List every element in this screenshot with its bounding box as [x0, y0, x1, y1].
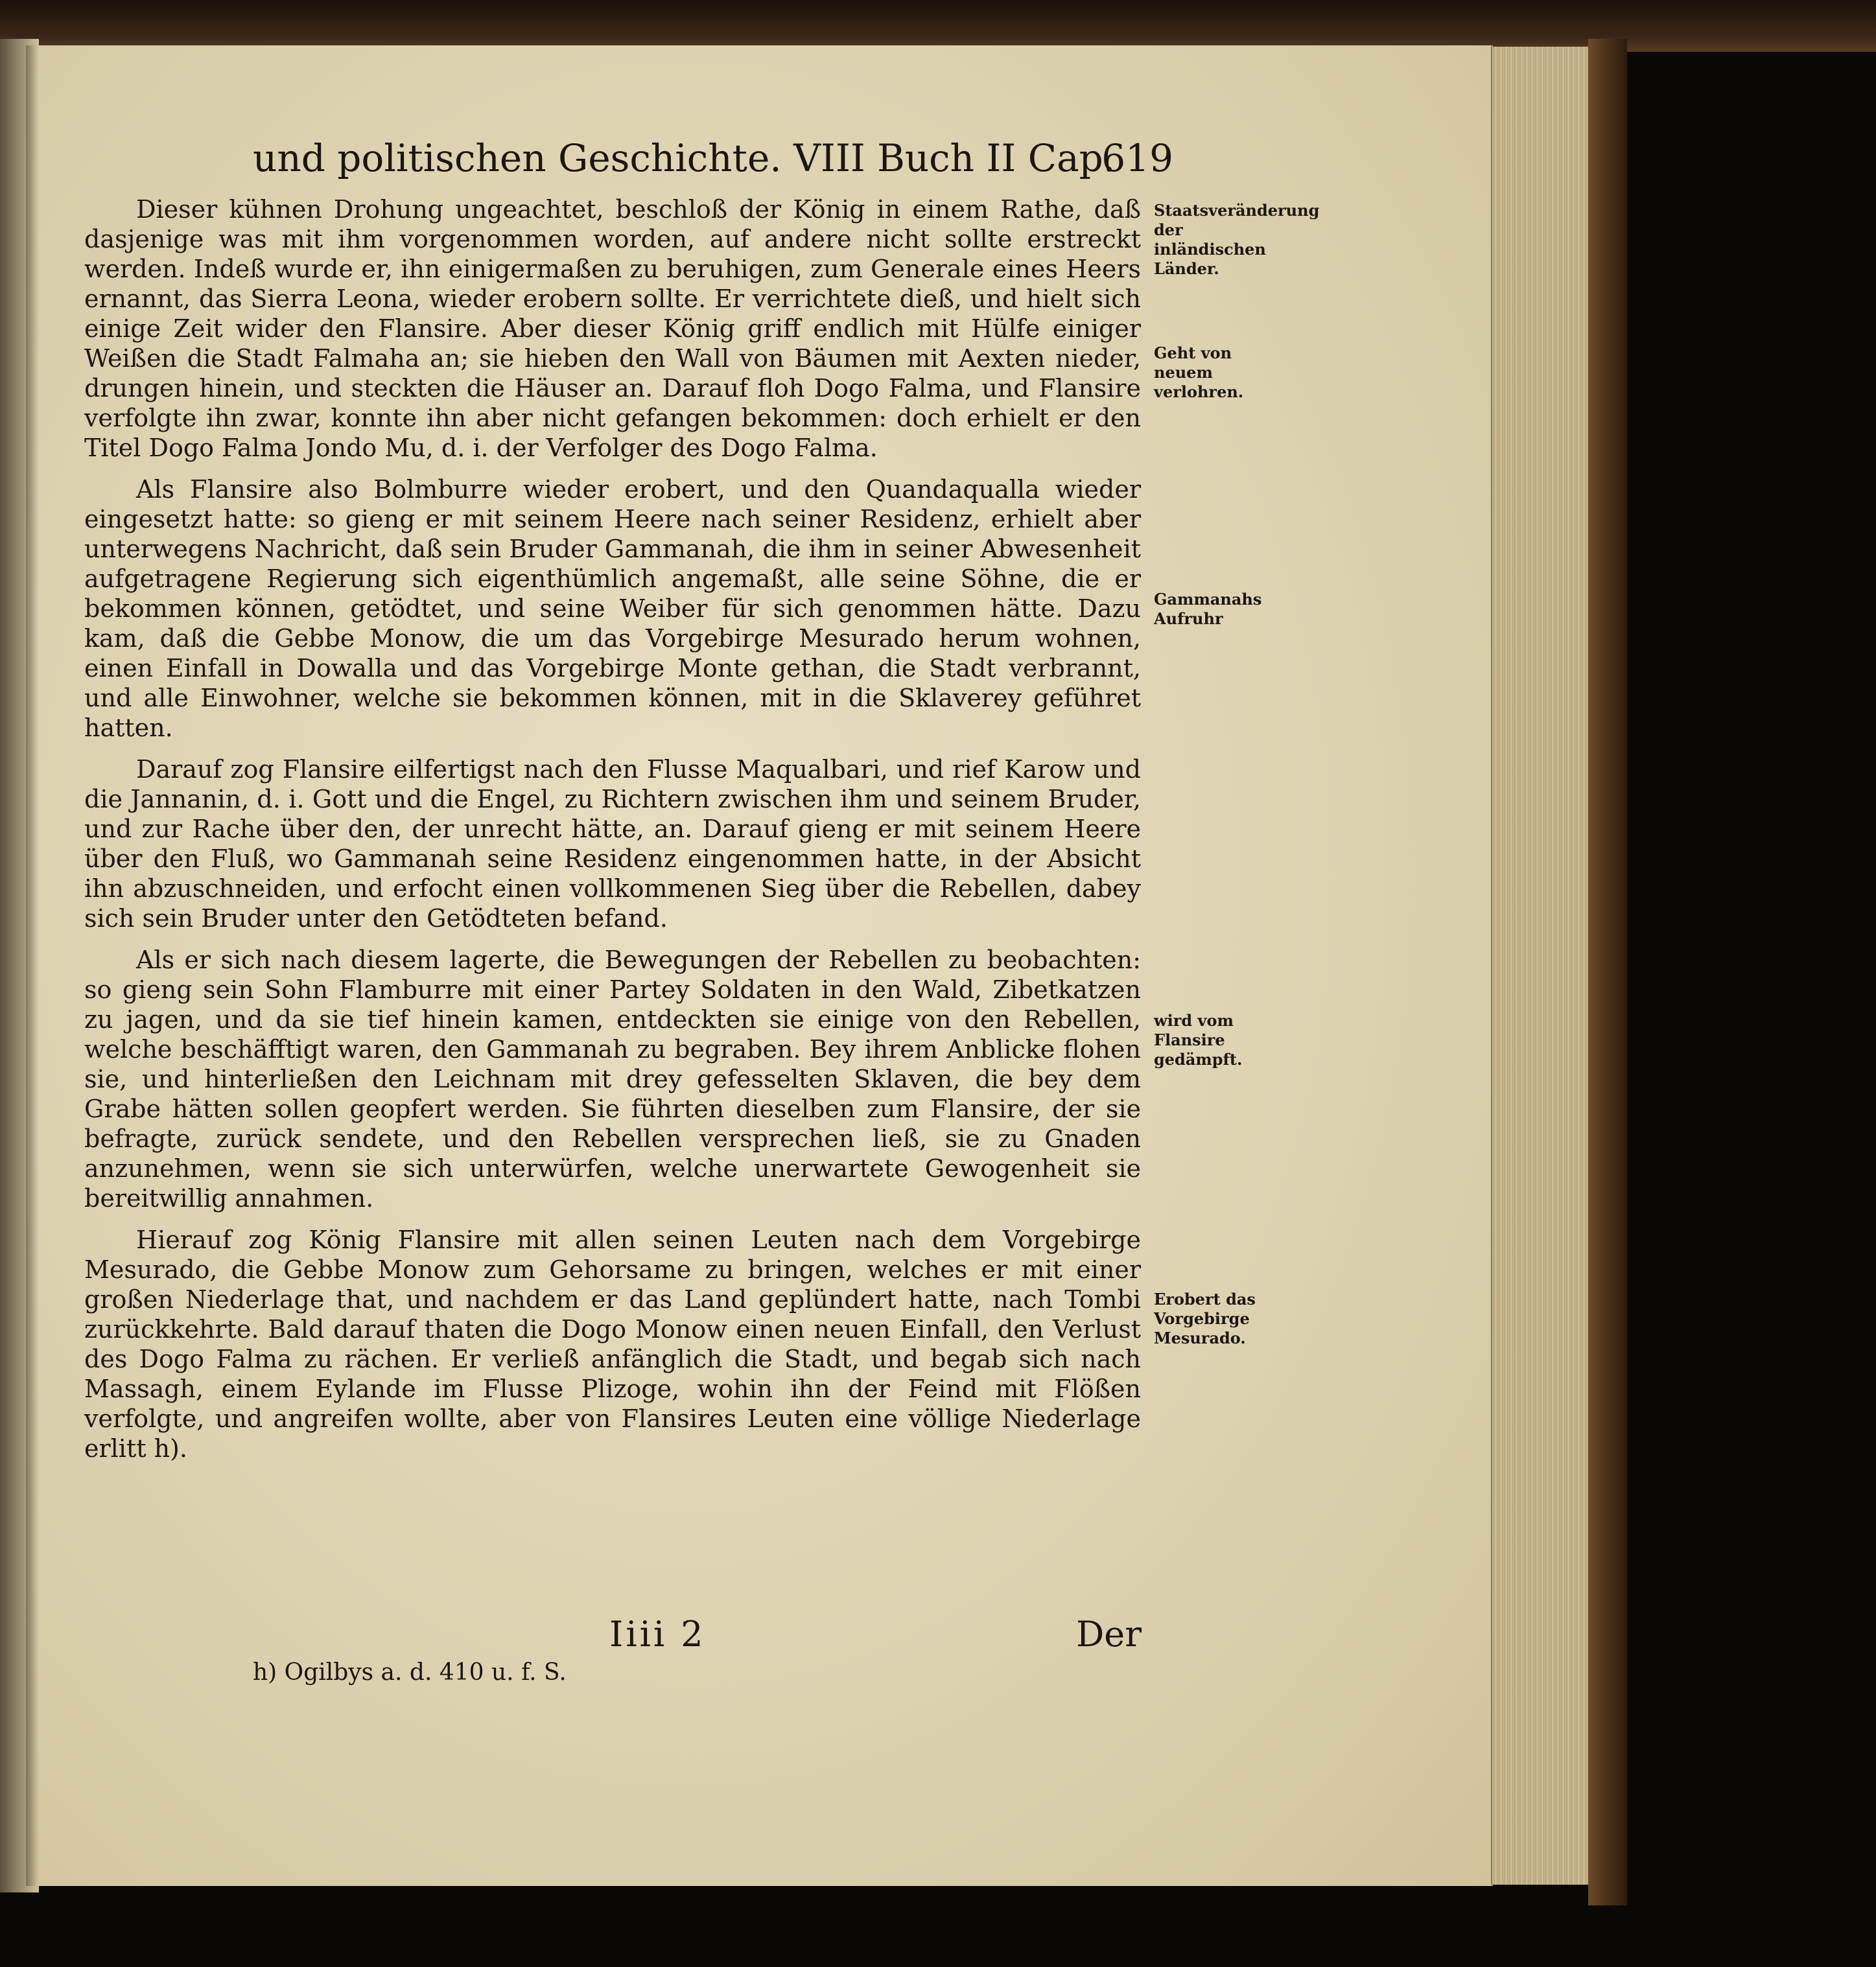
catchword: Der: [1076, 1614, 1142, 1655]
paragraph: Als er sich nach diesem lagerte, die Bewegungen der Rebellen zu beobachten: so gieng sein Sohn Flamburre mit einer Partey Soldaten in den Wald, Zibetkatzen zu jagen, und da sie tief hinein kamen, entdeckten sie einige von den Rebellen, welche beschäfftigt waren, den Gammanah zu begraben. Bey ihrem Anblicke flohen sie, und hinterließen den Leichnam mit drey gefesselten Sklaven, die bey dem Grabe hätten sollen geopfert werden. Sie führten dieselben zum Flansire, der sie befragte, zurück sendete, und den Rebellen versprechen ließ, sie zu Gnaden anzunehmen, wenn sie sich unterwürfen, welche unerwartete Gewogenheit sie bereitwillig annahmen.: [84, 946, 1141, 1213]
page-number: 619: [1101, 136, 1173, 180]
marginal-note: Staatsveränderung der inländischen Länder.: [1154, 201, 1320, 278]
footnote: h) Ogilbys a. d. 410 u. f. S.: [253, 1659, 567, 1686]
page-gutter-shadow: [26, 45, 39, 1886]
marginal-note: Gammanahs Aufruhr: [1154, 590, 1262, 628]
signature-mark: Iiii 2: [609, 1614, 706, 1655]
paragraph: Darauf zog Flansire eilfertigst nach den Flusse Maqualbari, und rief Karow und die Jannanin, d. i. Gott und die Engel, zu Richtern zwischen ihm und seinem Bruder, und zur Rache über den, der unrecht hätte, an. Darauf gieng er mit seinem Heere über den Fluß, wo Gammanah seine Residenz eingenommen hatte, in der Absicht ihn abzuschneiden, und erfocht einen vollkommenen Sieg über die Rebellen, dabey sich sein Bruder unter den Getödteten befand.: [84, 755, 1141, 933]
running-header: [253, 136, 1173, 188]
book-binding: [1588, 39, 1627, 1905]
paragraph: Als Flansire also Bolmburre wieder erobert, und den Quandaqualla wieder eingesetzt hatte: so gieng er mit seinem Heere nach seiner Residenz, erhielt aber unterwegens Nachricht, daß sein Bruder Gammanah, die ihm in seiner Abwesenheit aufgetragene Regierung sich eigenthümlich angemaßt, alle seine Söhne, die er bekommen können, getödtet, und seine Weiber für sich genommen hätte. Dazu kam, daß die Gebbe Monow, die um das Vorgebirge Mesurado herum wohnen, einen Einfall in Dowalla und das Vorgebirge Monte gethan, die Stadt verbrannt, und alle Einwohner, welche sie bekommen können, mit in die Sklaverey geführet hatten.: [84, 475, 1141, 742]
paragraph: Dieser kühnen Drohung ungeachtet, beschloß der König in einem Rathe, daß dasjenige was mit ihm vorgenommen worden, auf andere nicht sollte erstreckt werden. Indeß wurde er, ihn einigermaßen zu beruhigen, zum Generale eines Heers ernannt, das Sierra Leona, wieder erobern sollte. Er verrichtete dieß, und hielt sich einige Zeit wider den Flansire. Aber dieser König griff endlich mit Hülfe einiger Weißen die Stadt Falmaha an; sie hieben den Wall von Bäumen mit Aexten nieder, drungen hinein, und steckten die Häuser an. Darauf floh Dogo Falma, und Flansire verfolgte ihn zwar, konnte ihn aber nicht gefangen bekommen: doch erhielt er den Titel Dogo Falma Jondo Mu, d. i. der Verfolger des Dogo Falma.: [84, 195, 1141, 462]
running-title: und politischen Geschichte. VIII Buch II Cap.: [253, 136, 1116, 180]
main-text: [84, 194, 1141, 1475]
marginal-note: Erobert das Vorgebirge Mesurado.: [1154, 1290, 1256, 1347]
page-fore-edge: [1491, 47, 1589, 1885]
marginal-note: Geht von neuem verlohren.: [1154, 343, 1244, 401]
paragraph: Hierauf zog König Flansire mit allen seinen Leuten nach dem Vorgebirge Mesurado, die Gebbe Monow zum Gehorsame zu bringen, welches er mit einer großen Niederlage that, und nachdem er das Land geplündert hatte, nach Tombi zurückkehrte. Bald darauf thaten die Dogo Monow einen neuen Einfall, den Verlust des Dogo Falma zu rächen. Er verließ anfänglich die Stadt, und begab sich nach Massagh, einem Eylande im Flusse Plizoge, wohin ihn der Feind mit Flößen verfolgte, und angreifen wollte, aber von Flansires Leuten eine völlige Niederlage erlitt h).: [84, 1226, 1141, 1463]
marginal-note: wird vom Flansire gedämpft.: [1154, 1011, 1243, 1069]
